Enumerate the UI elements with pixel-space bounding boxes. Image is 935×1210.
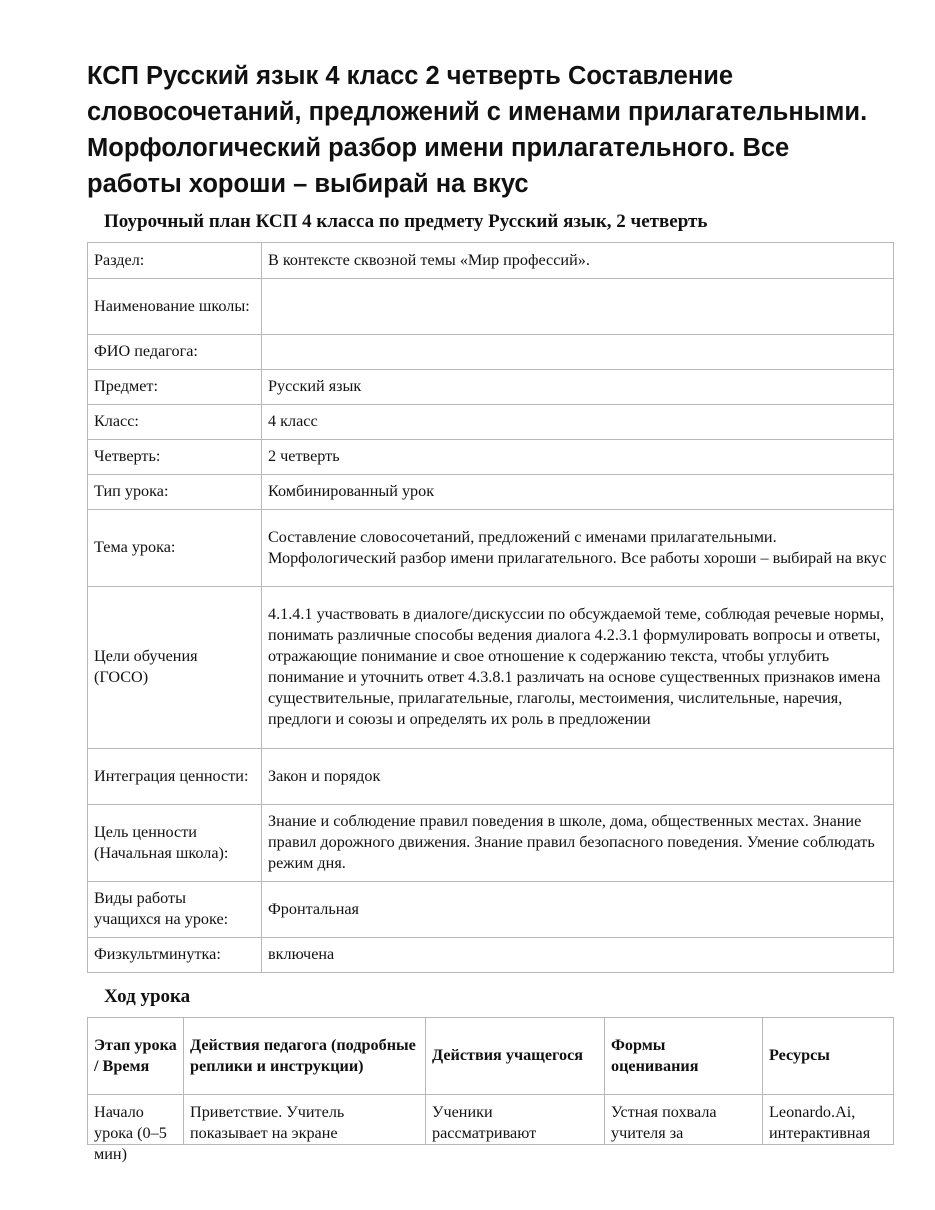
column-header-assessment: Формы оценивания [605, 1018, 763, 1095]
row-label-work-types: Виды работы учащихся на уроке: [88, 882, 262, 938]
table-header-row [88, 1018, 894, 1095]
column-header-stage: Этап урока / Время [88, 1018, 184, 1095]
table-row [88, 749, 894, 805]
column-header-resources: Ресурсы [763, 1018, 894, 1095]
table-cell [426, 1095, 605, 1145]
page-title: КСП Русский язык 4 класс 2 четверть Составление словосочетаний, предложений с именами прилагательными. Морфологический разбор имени прилагательного. Все работы хороши – выбирай на вкус [87, 62, 868, 198]
table-row [88, 405, 894, 440]
row-value-value-goal: Знание и соблюдение правил поведения в школе, дома, общественных местах. Знание правил дорожного движения. Знание правил безопасного поведения. Умение соблюдать режим дня. [262, 805, 894, 882]
row-label-teacher: ФИО педагога: [88, 335, 262, 370]
table-cell [605, 1095, 763, 1145]
table-row [88, 279, 894, 335]
table-row [88, 475, 894, 510]
table-cell [88, 1095, 184, 1163]
column-header-teacher-actions: Действия педагога (подробные реплики и инструкции) [184, 1018, 426, 1095]
cell-teacher-actions: Приветствие. Учитель показывает на экране [190, 1103, 345, 1142]
row-value-value-integration: Закон и порядок [262, 749, 894, 805]
table-row [88, 335, 894, 370]
table-cell [184, 1095, 426, 1145]
row-label-subject: Предмет: [88, 370, 262, 405]
row-label-grade: Класс: [88, 405, 262, 440]
row-value-teacher [262, 335, 894, 370]
cell-student-actions: Ученики рассматривают [432, 1103, 537, 1142]
row-value-grade: 4 класс [262, 405, 894, 440]
row-label-topic: Тема урока: [88, 510, 262, 587]
row-value-lesson-type: Комбинированный урок [262, 475, 894, 510]
row-label-value-integration: Интеграция ценности: [88, 749, 262, 805]
table-row [88, 370, 894, 405]
row-value-topic: Составление словосочетаний, предложений с именами прилагательными. Морфологический разбор имени прилагательного. Все работы хороши – выбирай на вкус [262, 510, 894, 587]
column-header-student-actions: Действия учащегося [426, 1018, 605, 1095]
cell-stage: Начало урока (0–5 мин) [94, 1103, 167, 1163]
row-label-exercise-break: Физкультминутка: [88, 938, 262, 973]
table-row [88, 440, 894, 475]
cell-assessment: Устная похвала учителя за [611, 1103, 717, 1142]
table-cell [763, 1095, 894, 1145]
row-label-section: Раздел: [88, 243, 262, 279]
lesson-heading: Ход урока [104, 986, 191, 1007]
row-value-quarter: 2 четверть [262, 440, 894, 475]
table-row [88, 243, 894, 279]
row-value-section: В контексте сквозной темы «Мир профессий». [262, 243, 894, 279]
row-label-school: Наименование школы: [88, 279, 262, 335]
table-row [88, 510, 894, 587]
row-value-exercise-break: включена [262, 938, 894, 973]
lesson-info-table [87, 242, 894, 973]
row-label-quarter: Четверть: [88, 440, 262, 475]
table-row [88, 882, 894, 938]
row-value-work-types: Фронтальная [262, 882, 894, 938]
row-value-subject: Русский язык [262, 370, 894, 405]
table-row [88, 938, 894, 973]
cell-resources: Leonardo.Ai, интерактивная [769, 1103, 871, 1142]
table-row [88, 1095, 894, 1145]
table-row [88, 805, 894, 882]
row-label-lesson-type: Тип урока: [88, 475, 262, 510]
lesson-flow-table [87, 1017, 894, 1163]
row-value-school [262, 279, 894, 335]
table-row [88, 587, 894, 749]
row-label-objectives: Цели обучения (ГОСО) [88, 587, 262, 749]
plan-heading: Поурочный план КСП 4 класса по предмету Русский язык, 2 четверть [104, 211, 708, 232]
row-label-value-goal: Цель ценности (Начальная школа): [88, 805, 262, 882]
row-value-objectives: 4.1.4.1 участвовать в диалоге/дискуссии по обсуждаемой теме, соблюдая речевые нормы, понимать различные способы ведения диалога 4.2.3.1 формулировать вопросы и ответы, отражающие понимание и свое отношение к содержанию текста, чтобы углубить понимание и уточнить ответ 4.3.8.1 различать на основе существенных признаков имена существительные, прилагательные, глаголы, местоимения, числительные, наречия, предлоги и союзы и определять их роль в предложении [262, 587, 894, 749]
